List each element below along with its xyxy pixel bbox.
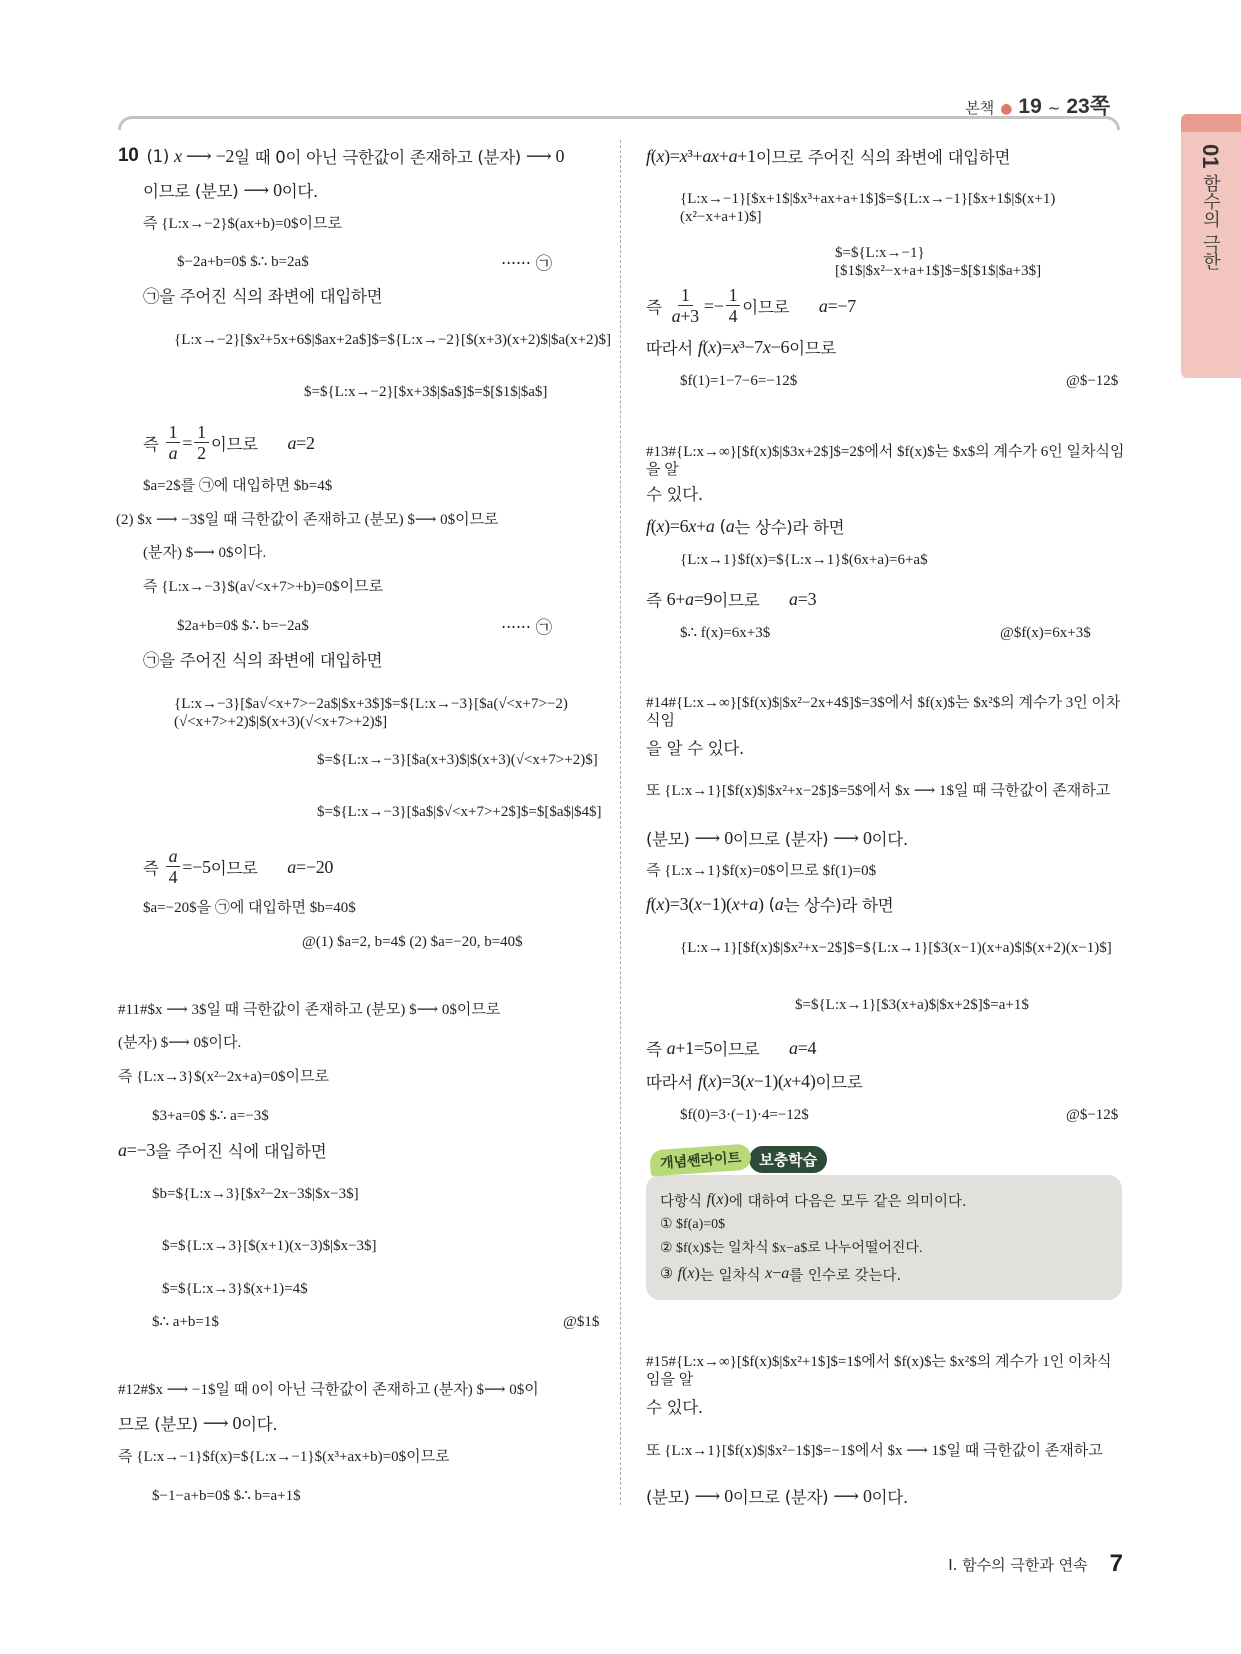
text: 수 있다. xyxy=(646,485,703,504)
math-expression: 4 xyxy=(728,305,738,326)
math-variable: x xyxy=(716,1191,724,1208)
math-variable: x xyxy=(656,893,665,914)
text: ( xyxy=(763,894,775,914)
range-end: 23쪽 xyxy=(1066,95,1110,118)
text: (분모) xyxy=(646,1488,695,1507)
math-variable: x xyxy=(694,893,702,914)
side-tab-cap xyxy=(1181,114,1241,132)
text: (분모) xyxy=(646,830,695,849)
text: ㉠을 주어진 식의 좌변에 대입하면 xyxy=(143,287,383,306)
math-variable: a xyxy=(671,305,681,326)
side-tab-text xyxy=(1197,144,1223,270)
math-expression: ⟶ 0 xyxy=(694,827,733,848)
text: 즉 xyxy=(646,591,667,610)
text-line: @$1$ xyxy=(563,1314,600,1330)
text-line: $b=${L:x→3}[$x²−2x−3$|$x−3$] xyxy=(152,1186,359,1202)
page-number: 7 xyxy=(1109,1550,1123,1577)
text-line: (2) $x ⟶ −3$일 때 극한값이 존재하고 (분모) $⟶ 0$이므로 xyxy=(116,512,499,528)
text: 따라서 xyxy=(646,1073,698,1092)
math-variable: f xyxy=(646,893,651,914)
text: 즉 xyxy=(646,1040,667,1059)
math-variable: f xyxy=(677,1265,683,1282)
text-line: 즉 {L:x→3}$(x²−2x+a)=0$이므로 xyxy=(118,1069,329,1085)
math-expression: 1 xyxy=(197,421,206,442)
text-line: $∴ a+b=1$ xyxy=(152,1314,219,1330)
text-line: $2a+b=0$ $∴ b=−2a$ xyxy=(177,618,309,634)
note-line xyxy=(660,1262,901,1286)
text-line xyxy=(143,421,315,463)
text-line: $a=−20$을 ㉠에 대입하면 $b=40$ xyxy=(143,900,356,916)
text-line: @$f(x)=6x+3$ xyxy=(1000,625,1091,641)
text-line: $=${L:x→−1}[$1$|$x²−x+a+1$]$=$[$1$|$a+3$] xyxy=(835,245,1042,279)
note-title: 보충학습 xyxy=(749,1146,827,1173)
math-variable: a xyxy=(287,432,297,453)
range-tilde: ~ xyxy=(1047,99,1061,117)
text-line: {L:x→1}$f(x)=${L:x→1}$(6x+a)=6+a$ xyxy=(680,552,928,568)
text-line xyxy=(646,332,836,362)
math-expression: =− xyxy=(703,295,724,316)
text: 므로 (분모) xyxy=(118,1415,203,1434)
math-variable: x xyxy=(687,1265,695,1282)
chapter-title: 함수의 극한 xyxy=(1200,174,1221,270)
text-line: $−1−a+b=0$ $∴ b=a+1$ xyxy=(152,1488,301,1504)
text: 이다. xyxy=(241,1415,278,1434)
text-line: #12#$x ⟶ −1$일 때 0이 아닌 극한값이 존재하고 (분자) $⟶ 0$이 xyxy=(118,1382,539,1398)
text-line: $=${L:x→−3}[$a(x+3)$|$(x+3)(√<x+7>+2)$] xyxy=(317,752,598,768)
math-expression: 1 xyxy=(168,421,178,442)
math-variable: a xyxy=(789,1037,798,1058)
text-line: $f(0)=3·(−1)·4=−12$ xyxy=(680,1107,809,1123)
text: 을 주어진 식에 대입하면 xyxy=(155,1142,327,1161)
math-expression: 4 xyxy=(168,866,178,887)
text-line xyxy=(646,478,703,508)
math-expression: ⟶ 0 xyxy=(833,1485,872,1506)
text-line: #15#{L:x→∞}[$f(x)$|$x²+1$]$=1$에서 $f(x)$는 $x²$의 계수가 1인 이차식임을 알 xyxy=(646,1354,1112,1388)
math-variable: x xyxy=(745,1070,754,1091)
text: 이므로 주어진 식의 좌변에 대입하면 xyxy=(755,148,1011,167)
math-variable: x xyxy=(783,1070,792,1091)
math-variable: a xyxy=(118,1139,127,1160)
text-line: $=${L:x→1}[$3(x+a)$|$x+2$]$=a+1$ xyxy=(795,997,1029,1013)
text-line: $=${L:x→−2}[$x+3$|$a$]$=$[$1$|$a$] xyxy=(304,384,548,400)
denominator xyxy=(726,306,741,327)
text-line: $∴ f(x)=6x+3$ xyxy=(680,625,771,641)
text: 일 때 0이 아닌 극한값이 존재하고 (분자) xyxy=(234,148,526,167)
text: 이므로 xyxy=(210,435,288,454)
column-divider xyxy=(620,140,621,1505)
math-expression: 2 xyxy=(197,442,206,463)
math-variable: f xyxy=(697,336,703,357)
text: 이므로 xyxy=(789,339,837,358)
math-expression: f(x)=3(x−1)(x+4) xyxy=(697,1070,816,1091)
book-label: 본책 xyxy=(965,99,995,117)
text-line xyxy=(646,732,744,762)
math-expression: ⟶ 0 xyxy=(833,827,872,848)
text-line: $=${L:x→−3}[$a$|$√<x+7>+2$]$=$[$a$|$4$] xyxy=(317,804,602,820)
text: 이므로 xyxy=(712,591,790,610)
text-line: $=${L:x→3}[$(x+1)(x−3)$|$x−3$] xyxy=(162,1238,377,1254)
math-variable: a xyxy=(168,442,178,463)
chapter-side-tab xyxy=(1181,114,1241,378)
math-variable: f xyxy=(646,515,651,536)
math-expression xyxy=(169,846,178,866)
text: 을 알 수 있다. xyxy=(646,739,744,758)
text-line xyxy=(143,845,334,887)
text-line xyxy=(646,1033,816,1063)
fraction xyxy=(194,423,209,464)
text-line: 즉 {L:x→−3}$(a√<x+7>+b)=0$이므로 xyxy=(143,579,384,595)
page-footer xyxy=(948,1550,1123,1578)
denominator xyxy=(669,306,702,327)
text: 이므로 xyxy=(712,1040,789,1059)
text: 에 대하여 다음은 모두 같은 의미이다. xyxy=(728,1193,967,1210)
math-variable: x xyxy=(173,145,182,166)
numerator xyxy=(678,286,693,306)
math-expression: a=3 xyxy=(789,588,817,609)
math-expression: a+3 xyxy=(671,305,699,326)
text: 는 상수)라 하면 xyxy=(783,896,894,915)
text-line: $a=2$를 ㉠에 대입하면 $b=4$ xyxy=(143,478,333,494)
text-line: (분자) $⟶ 0$이다. xyxy=(118,1035,242,1051)
text: 이므로 (분자) xyxy=(732,830,834,849)
text: ③ xyxy=(660,1266,678,1282)
text-line xyxy=(646,284,856,326)
math-variable: x xyxy=(656,515,665,536)
math-variable: a xyxy=(705,515,715,536)
top-rule xyxy=(118,116,1120,130)
text-line: {L:x→−3}[$a√<x+7>−2a$|$x+3$]$=${L:x→−3}[$a(√<x+7>−2)(√<x+7>+2)$|$(x+3)(√<x+7>+2)$] xyxy=(174,696,568,730)
math-expression: x−a xyxy=(765,1265,790,1282)
bullet-icon: ● xyxy=(1000,101,1013,117)
numerator xyxy=(166,847,181,867)
text-line: #11#$x ⟶ 3$일 때 극한값이 존재하고 (분모) $⟶ 0$이므로 xyxy=(118,1002,501,1018)
note-line xyxy=(660,1188,967,1212)
text-line xyxy=(646,1391,703,1421)
text: 이므로 xyxy=(815,1073,863,1092)
math-expression: 1 xyxy=(680,284,690,305)
text: 는 상수)라 하면 xyxy=(734,518,845,537)
text: 다항식 xyxy=(660,1193,707,1210)
text-line: @(1) $a=2, b=4$ (2) $a=−20, b=40$ xyxy=(302,934,523,950)
math-expression: ⟶ 0 xyxy=(202,1412,242,1433)
math-variable: a xyxy=(781,1265,790,1282)
math-expression xyxy=(169,443,178,463)
text-line xyxy=(143,280,382,310)
math-variable: ax xyxy=(702,145,719,166)
text-line: {L:x→−1}[$x+1$|$x³+ax+a+1$]$=${L:x→−1}[$x+1$|$(x+1)(x²−x+a+1)$] xyxy=(680,191,1056,225)
text: 이므로 xyxy=(210,859,288,878)
text-line: $f(1)=1−7−6=−12$ xyxy=(680,373,798,389)
text: 이다. xyxy=(871,1488,908,1507)
note-box-label xyxy=(650,1146,827,1173)
numerator xyxy=(166,423,181,443)
text: 이므로 xyxy=(742,298,819,317)
math-expression: = xyxy=(182,432,193,453)
math-variable: x xyxy=(679,145,688,166)
math-expression: f(x)=3(x−1)(x+a) xyxy=(646,893,764,914)
text-line xyxy=(646,141,1010,171)
math-variable: a xyxy=(666,1037,676,1058)
text-line: 즉 {L:x→−1}$f(x)=${L:x→−1}$(x³+ax+b)=0$이므로 xyxy=(118,1449,450,1465)
text: 즉 xyxy=(143,859,164,878)
math-expression: a=4 xyxy=(789,1037,817,1058)
chapter-name: I. 함수의 극한과 연속 xyxy=(948,1555,1088,1574)
math-variable: x xyxy=(688,515,697,536)
math-expression: ⟶ 0 xyxy=(525,145,565,166)
math-variable: a xyxy=(725,515,735,536)
math-expression: f(x)=x³−7x−6 xyxy=(697,336,790,357)
math-variable: f xyxy=(697,1070,703,1091)
math-expression: ⟶ 0 xyxy=(243,179,282,200)
math-variable: a xyxy=(789,588,798,609)
fraction xyxy=(726,286,741,327)
math-variable: a xyxy=(774,893,784,914)
text-line xyxy=(143,644,382,674)
text-line: 또 {L:x→1}[$f(x)$|$x²−1$]$=−1$에서 $x ⟶ 1$일 때 극한값이 존재하고 xyxy=(646,1443,1103,1459)
fraction xyxy=(166,423,181,464)
fraction xyxy=(669,286,702,327)
text-line: $−2a+b=0$ $∴ b=2a$ xyxy=(177,254,309,270)
text-line: $3+a=0$ $∴ a=−3$ xyxy=(152,1108,269,1124)
text-line: @$−12$ xyxy=(1066,373,1119,389)
note-line: ① $f(a)=0$ xyxy=(660,1217,726,1232)
text-line: #14#{L:x→∞}[$f(x)$|$x²−2x+4$]$=3$에서 $f(x)$는 $x²$의 계수가 3인 이차식임 xyxy=(646,695,1121,729)
text: 이므로 (분자) xyxy=(732,1488,834,1507)
math-variable: x xyxy=(708,336,716,357)
text: 즉 xyxy=(143,435,164,454)
problem-number: 10 xyxy=(118,145,139,166)
math-variable: x xyxy=(656,145,665,166)
math-expression: 1 xyxy=(728,284,738,305)
text-line: (분자) $⟶ 0$이다. xyxy=(143,545,267,561)
math-variable: f xyxy=(646,145,651,166)
text-line xyxy=(118,1135,326,1165)
note-line: ② $f(x)$는 일차식 $x−a$로 나누어떨어진다. xyxy=(660,1241,923,1256)
text-line: #13#{L:x→∞}[$f(x)$|$3x+2$]$=2$에서 $f(x)$는 $x$의 계수가 6인 일차식임을 알 xyxy=(646,444,1125,478)
denominator xyxy=(194,443,209,464)
math-expression xyxy=(775,894,784,915)
fraction xyxy=(166,847,181,888)
math-variable: x xyxy=(731,336,740,357)
text: ( xyxy=(714,516,726,536)
math-expression: =−5 xyxy=(182,856,211,877)
math-variable: a xyxy=(728,145,738,166)
text: ㉠을 주어진 식의 좌변에 대입하면 xyxy=(143,651,383,670)
brand-label: 개념쎈라이트 xyxy=(649,1143,752,1176)
denominator xyxy=(166,867,181,888)
text: 를 인수로 갖는다. xyxy=(789,1267,902,1284)
text-line xyxy=(646,584,816,614)
math-variable: x xyxy=(708,1070,716,1091)
text: 이므로 (분모) xyxy=(143,182,244,201)
math-variable: x xyxy=(765,1265,773,1282)
range-start: 19 xyxy=(1018,95,1042,118)
math-variable: a xyxy=(749,893,758,914)
numerator xyxy=(194,423,209,443)
text: 는 일차식 xyxy=(699,1267,766,1284)
text-line xyxy=(118,1408,277,1438)
text: 이다. xyxy=(871,830,908,849)
text-line xyxy=(501,611,552,641)
text-line xyxy=(646,1481,908,1511)
text-line: {L:x→−2}[$x²+5x+6$|$ax+2a$]$=${L:x→−2}[$(x+3)(x+2)$|$a(x+2)$] xyxy=(174,332,612,348)
text-line: 또 {L:x→1}[$f(x)$|$x²+x−2$]$=5$에서 $x ⟶ 1$일 때 극한값이 존재하고 xyxy=(646,783,1111,799)
text: 따라서 xyxy=(646,339,698,358)
text: (1) xyxy=(146,146,174,166)
text-line xyxy=(646,889,893,919)
math-expression: x ⟶ −2 xyxy=(173,145,235,166)
text-line xyxy=(143,175,318,205)
text-line xyxy=(501,247,552,277)
text-line xyxy=(646,823,908,853)
math-variable: x xyxy=(762,336,771,357)
denominator xyxy=(166,443,181,464)
text-line: {L:x→1}[$f(x)$|$x²+x−2$]$=${L:x→1}[$3(x−1)(x+a)$|$(x+2)(x−1)$] xyxy=(680,940,1112,956)
math-expression: f(x) xyxy=(677,1265,700,1282)
text-line: $=${L:x→3}$(x+1)=4$ xyxy=(162,1281,308,1297)
math-variable: x xyxy=(731,893,740,914)
text: 이다. xyxy=(281,182,318,201)
math-variable: a xyxy=(168,845,178,866)
math-expression: a=−20 xyxy=(287,856,334,877)
math-expression: f(x)=x³+ax+a+1 xyxy=(646,145,756,166)
text-line: 즉 {L:x→1}$f(x)=0$이므로 $f(1)=0$ xyxy=(646,863,877,879)
math-expression: f(x) xyxy=(706,1191,729,1208)
text-line xyxy=(118,141,564,171)
math-variable: a xyxy=(818,295,828,316)
text-line xyxy=(646,1066,862,1096)
text: 수 있다. xyxy=(646,1398,703,1417)
chapter-number: 01 xyxy=(1198,144,1223,169)
math-expression: f(x)=6x+a xyxy=(646,515,715,536)
math-expression xyxy=(726,516,735,537)
math-variable: a xyxy=(287,856,296,877)
text: ······ ㉠ xyxy=(501,254,552,273)
math-expression: ⟶ 0 xyxy=(694,1485,733,1506)
text: 즉 xyxy=(646,298,667,317)
text: ······ ㉠ xyxy=(501,618,552,637)
math-expression: a=2 xyxy=(287,432,315,453)
math-expression: a=−3 xyxy=(118,1139,156,1160)
math-variable: a xyxy=(685,588,694,609)
math-expression: a=−7 xyxy=(818,295,856,316)
math-expression: 6+a=9 xyxy=(666,588,713,609)
text-line: 즉 {L:x→−2}$(ax+b)=0$이므로 xyxy=(143,216,342,232)
math-variable: f xyxy=(706,1191,712,1208)
text-line: @$−12$ xyxy=(1066,1107,1119,1123)
numerator xyxy=(726,286,741,306)
text-line xyxy=(646,511,844,541)
math-expression: a+1=5 xyxy=(666,1037,713,1058)
